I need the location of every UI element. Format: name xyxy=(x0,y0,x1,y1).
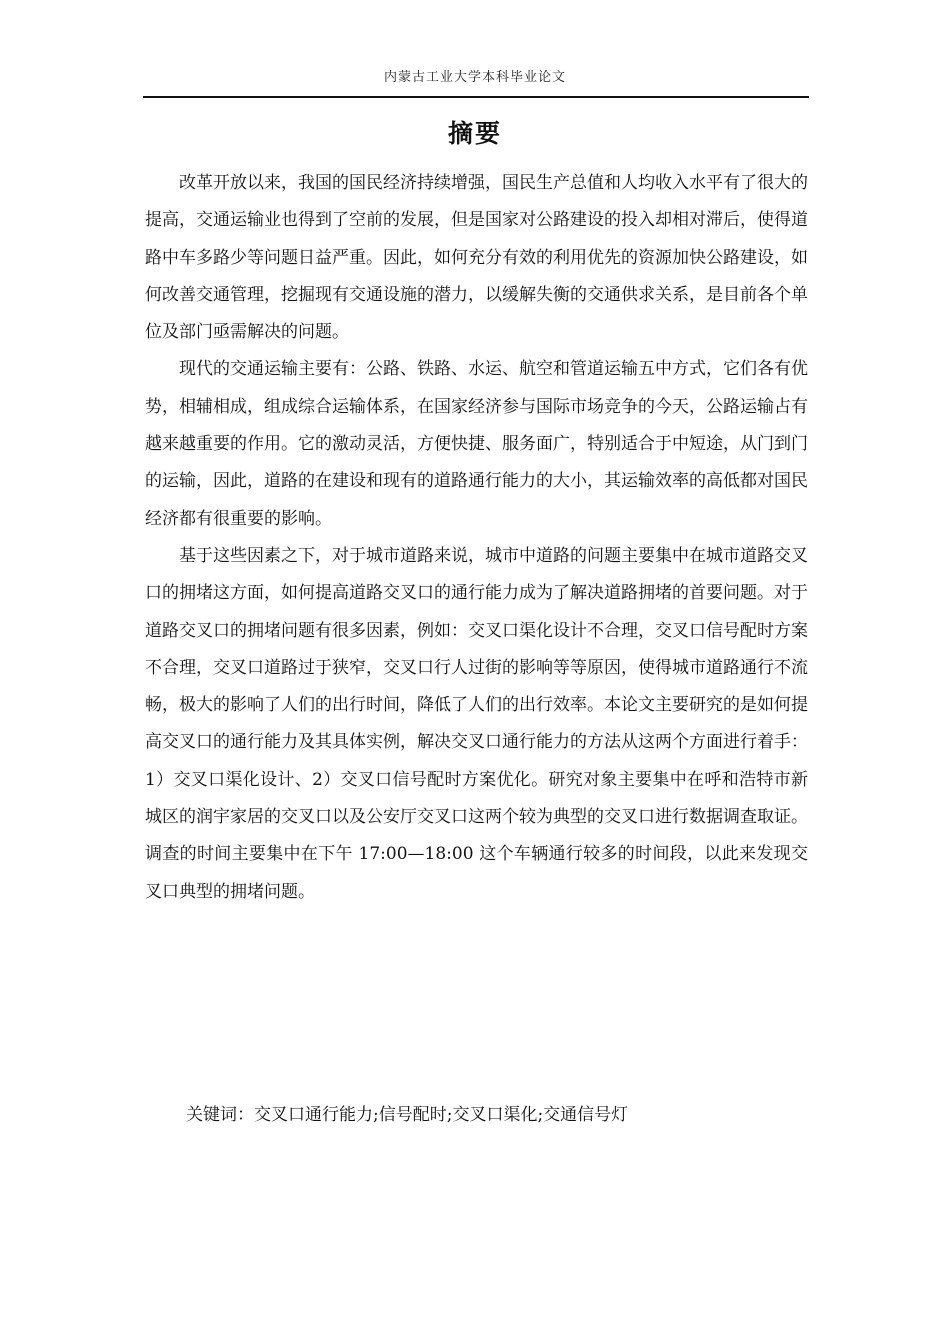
keywords-line: 关键词：交叉口通行能力;信号配时;交叉口渠化;交通信号灯 xyxy=(186,1105,629,1125)
running-header: 内蒙古工业大学本科毕业论文 xyxy=(383,70,566,85)
abstract-paragraph: 改革开放以来，我国的国民经济持续增强，国民生产总值和人均收入水平有了很大的提高，交通运输业也得到了空前的发展，但是国家对公路建设的投入却相对滞后，使得道路中车多路少等问题日益严重。因此，如何充分有效的利用优先的资源加快公路建设，如何改善交通管理，挖掘现有交通设施的潜力，以缓解失衡的交通供求关系，是目前各个单位及部门亟需解决的问题。 xyxy=(145,173,808,343)
abstract-body xyxy=(145,165,808,911)
abstract-paragraph: 现代的交通运输主要有：公路、铁路、水运、航空和管道运输五中方式，它们各有优势，相辅相成，组成综合运输体系，在国家经济参与国际市场竞争的今天，公路运输占有越来越重要的作用。它的激动灵活，方便快捷、服务面广，特别适合于中短途，从门到门的运输，因此，道路的在建设和现有的道路通行能力的大小，其运输效率的高低都对国民经济都有很重要的影响。 xyxy=(145,359,808,529)
abstract-title: 摘要 xyxy=(447,119,502,148)
header-divider xyxy=(143,96,809,98)
abstract-paragraph: 基于这些因素之下，对于城市道路来说，城市中道路的问题主要集中在城市道路交叉口的拥堵这方面，如何提高道路交叉口的通行能力成为了解决道路拥堵的首要问题。对于道路交叉口的拥堵问题有很多因素，例如：交叉口渠化设计不合理，交叉口信号配时方案不合理，交叉口道路过于狭窄，交叉口行人过街的影响等等原因，使得城市道路通行不流畅，极大的影响了人们的出行时间，降低了人们的出行效率。本论文主要研究的是如何提高交叉口的通行能力及其具体实例，解决交叉口通行能力的方法从这两个方面进行着手：1）交叉口渠化设计、2）交叉口信号配时方案优化。研究对象主要集中在呼和浩特市新城区的润宇家居的交叉口以及公安厅交叉口这两个较为典型的交叉口进行数据调查取证。调查的时间主要集中在下午 17:00—18:00 这个车辆通行较多的时间段，以此来发现交叉口典型的拥堵问题。 xyxy=(145,545,808,902)
